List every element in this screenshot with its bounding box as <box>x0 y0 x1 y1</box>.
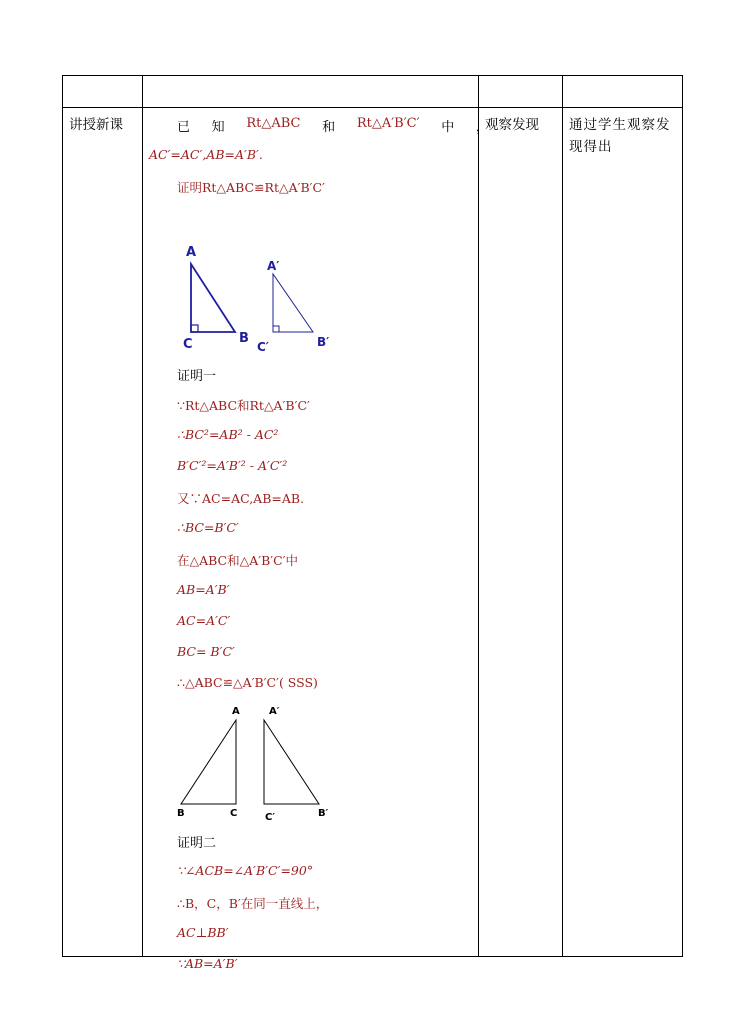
given-word-2: 知 <box>211 120 225 135</box>
proof-1-line-7: AB=A′B′ <box>177 582 230 597</box>
proof-2-line-1: ∵∠ACB=∠A′B′C′=90° <box>177 863 314 878</box>
label-A: A <box>186 245 197 260</box>
lesson-content <box>143 108 489 971</box>
proof-1-line-10: ∴△ABC≌△A′B′C′( SSS) <box>177 675 318 690</box>
label-C: C <box>183 337 193 352</box>
label-B-prime-2: B′ <box>318 808 329 819</box>
lesson-table <box>62 75 683 971</box>
note-cell <box>563 108 683 957</box>
label-C-2: C <box>230 808 238 819</box>
student-note: 通过学生观察发现得出 <box>569 117 671 155</box>
proof-2-title: 证明二 <box>177 836 217 851</box>
proof-2-line-2: ∴B，C，B′在同一直线上， <box>177 896 329 911</box>
label-B-2: B <box>177 808 185 819</box>
right-angle-mark-c2 <box>273 326 279 332</box>
triangle-a2b2c2 <box>273 274 313 332</box>
proof-1-line-4: 又∵AC=AC,AB=AB. <box>177 491 305 506</box>
given-comma: ， <box>475 120 489 135</box>
given-triangle-2: Rt△A′B′C′ <box>356 116 420 131</box>
header-cell-3 <box>479 76 563 108</box>
observe-label: 观察发现 <box>485 117 539 133</box>
proof-1-line-8: AC=A′C′ <box>177 613 231 628</box>
observe-cell <box>479 108 563 957</box>
given-line-2: AC′=AC′,AB=A′B′. <box>149 147 263 162</box>
right-triangles-figure-1 <box>173 236 363 356</box>
table-header-row <box>63 76 683 108</box>
given-line-1 <box>177 116 489 135</box>
label-A-prime-2: A′ <box>269 706 280 717</box>
header-cell-2 <box>143 76 479 108</box>
proof-1-line-2: ∴BC²=AB² - AC² <box>177 427 279 442</box>
label-C-prime-2: C′ <box>265 812 275 823</box>
proof-1-line-3: B′C′²=A′B′² - A′C′² <box>177 458 288 473</box>
prove-statement: 证明Rt△ABC≌Rt△A′B′C′ <box>177 180 325 195</box>
header-cell-4 <box>563 76 683 108</box>
proof-1-line-1: ∵Rt△ABC和Rt△A′B′C′ <box>177 398 310 413</box>
proof-2-line-4: ∵AB=A′B′ <box>177 956 238 971</box>
content-cell <box>143 108 489 971</box>
header-cell-1 <box>63 76 143 108</box>
label-B: B <box>239 331 249 346</box>
proof-2-line-3: AC⊥BB′ <box>177 925 229 940</box>
label-C-prime: C′ <box>257 340 269 354</box>
right-angle-mark-c <box>191 325 198 332</box>
triangle-c2a2b2 <box>264 720 319 804</box>
given-word-and: 和 <box>322 120 336 135</box>
given-word-in: 中 <box>441 120 455 135</box>
table-body-row <box>63 108 683 957</box>
proof-1-line-9: BC= B′C′ <box>177 644 235 659</box>
proof-1-line-5: ∴BC=B′C′ <box>177 520 239 535</box>
right-triangles-figure-2 <box>173 700 353 825</box>
given-triangle-1: Rt△ABC <box>246 116 301 131</box>
given-word-1: 已 <box>177 120 191 135</box>
label-A-prime: A′ <box>267 259 280 273</box>
row-label: 讲授新课 <box>69 117 123 133</box>
triangle-abc <box>191 264 235 332</box>
proof-1-title: 证明一 <box>177 369 217 384</box>
triangle-bca <box>181 720 236 804</box>
label-A-2: A <box>232 706 240 717</box>
row-label-cell <box>63 108 143 957</box>
proof-1-line-6: 在△ABC和△A′B′C′中 <box>177 553 299 568</box>
label-B-prime: B′ <box>317 335 330 349</box>
